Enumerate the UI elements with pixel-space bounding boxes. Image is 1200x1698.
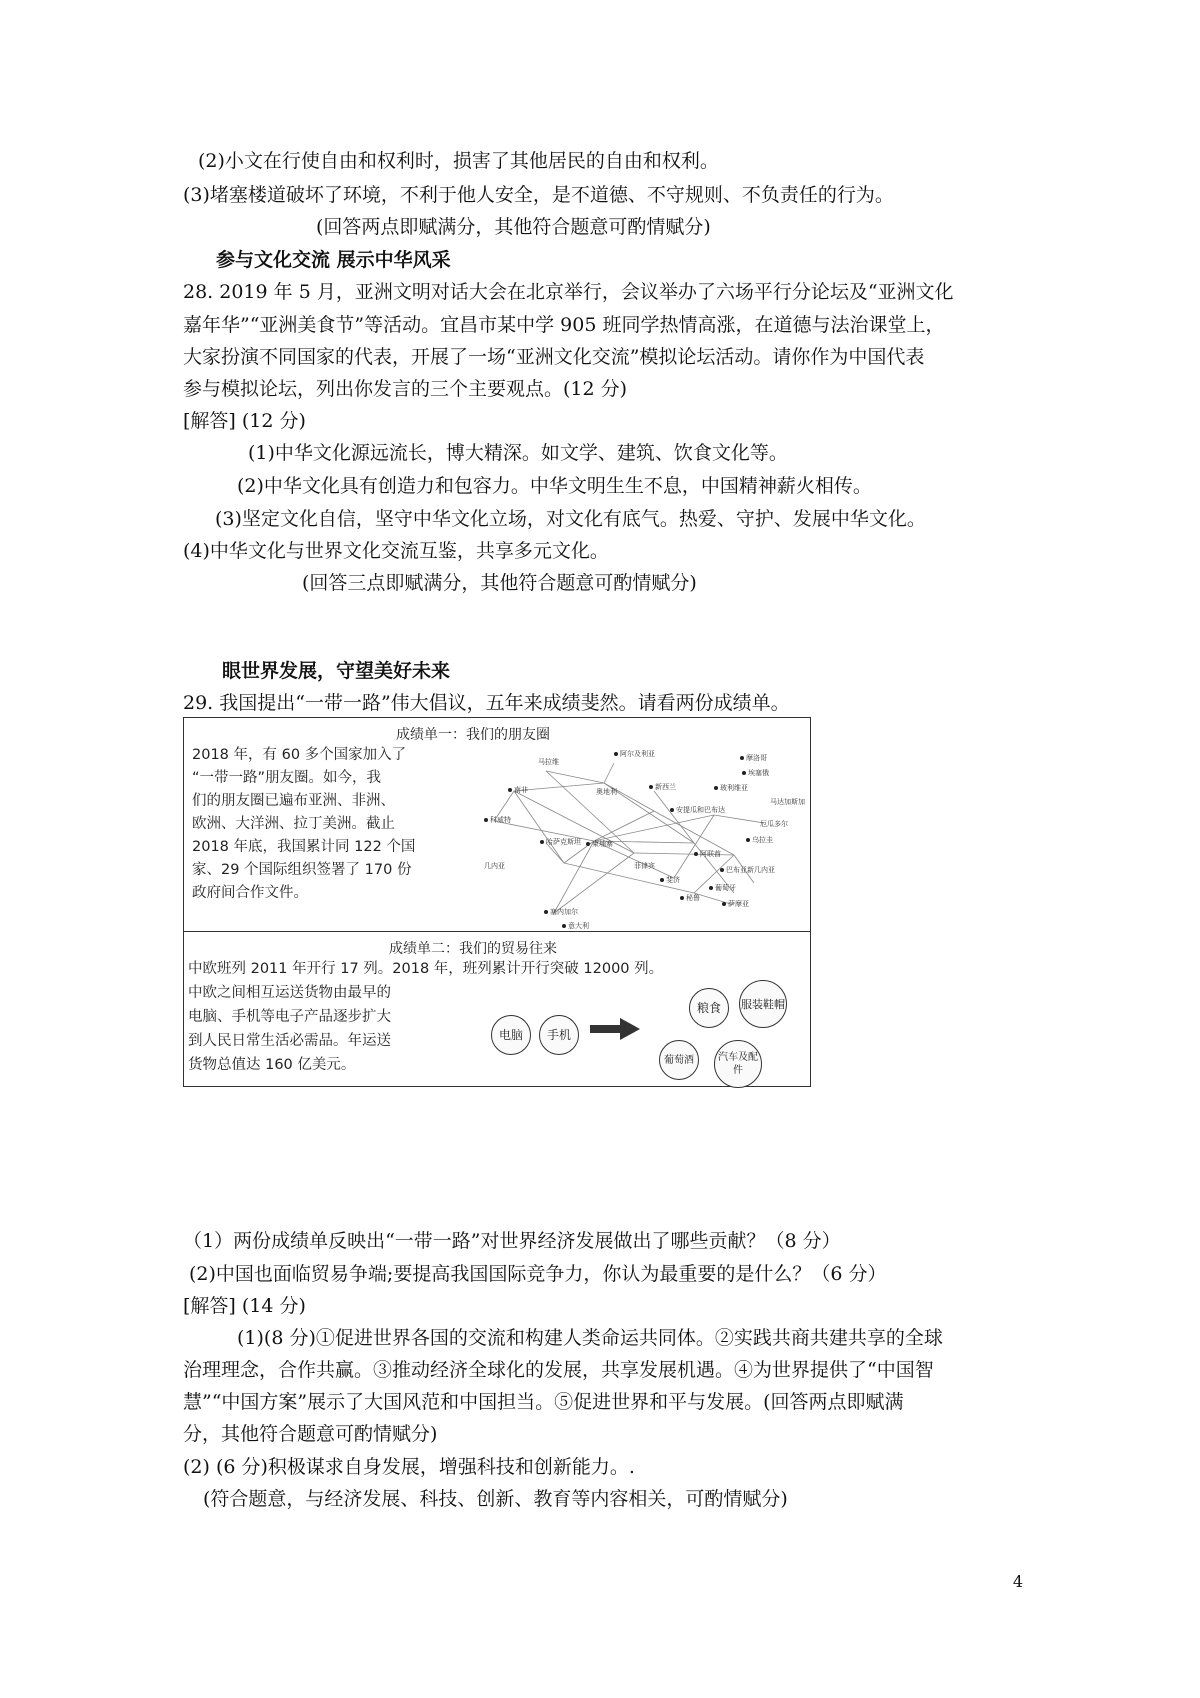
section-heading-world: 眼世界发展，守望美好未来 <box>222 660 451 682</box>
trade-text-headline: 中欧班列 2011 年开行 17 列。2018 年，班列累计开行突破 12000 列。 <box>188 961 664 977</box>
friends-text-line: 2018 年底，我国累计同 122 个国 <box>192 839 416 855</box>
friends-text-line: 欧洲、大洋洲、拉丁美洲。截止 <box>192 816 395 832</box>
friends-text-line: 们的朋友圈已遍布亚洲、非洲、 <box>192 793 395 809</box>
map-node: 玻利维亚 <box>714 783 748 793</box>
map-node: 几内亚 <box>484 862 505 870</box>
trade-text-line: 电脑、手机等电子产品逐步扩大 <box>188 1009 391 1025</box>
figure-title-friends: 成绩单一：我们的朋友圈 <box>396 727 550 743</box>
map-node: 秘鲁 <box>680 893 700 903</box>
answer-29-line-1: (1)(8 分)①促进世界各国的交流和构建人类命运共同体。②实践共商共建共享的全球 <box>237 1327 943 1349</box>
answer-28-3: (3)坚定文化自信，坚守中华文化立场，对文化有底气。热爱、守护、发展中华文化。 <box>215 508 926 530</box>
goods-circle-clothing: 服装鞋帽 <box>739 980 787 1028</box>
question-28-line-3: 大家扮演不同国家的代表，开展了一场“亚洲文化交流”模拟论坛活动。请你作为中国代表 <box>183 346 925 368</box>
trade-text-line: 到人民日常生活必需品。年运送 <box>188 1033 391 1049</box>
answer-heading-29: [解答] (14 分) <box>183 1295 306 1317</box>
goods-circle-phone: 手机 <box>539 1015 579 1055</box>
answer-29-line-2: 治理理念，合作共赢。③推动经济全球化的发展，共享发展机遇。④为世界提供了“中国智 <box>183 1359 934 1381</box>
map-node: 安提瓜和巴布达 <box>670 805 725 815</box>
map-node: 阿尔及利亚 <box>614 749 655 759</box>
question-28-line-4: 参与模拟论坛，列出你发言的三个主要观点。(12 分) <box>183 378 628 400</box>
answer-28-2: (2)中华文化具有创造力和包容力。中华文明生生不息，中国精神薪火相传。 <box>237 475 872 497</box>
map-node: 葡萄牙 <box>709 883 736 893</box>
question-28-line-2: 嘉年华”“亚洲美食节”等活动。宜昌市某中学 905 班同学热情高涨，在道德与法治课堂上， <box>183 314 945 336</box>
friends-text-line: “一带一路”朋友圈。如今，我 <box>192 770 382 786</box>
friends-text-line: 政府间合作文件。 <box>192 885 308 901</box>
answer-29-line-5: (2) (6 分)积极谋求自身发展，增强科技和创新能力。. <box>183 1456 635 1478</box>
friends-text-line: 2018 年，有 60 多个国家加入了 <box>192 747 407 763</box>
answer-28-1: (1)中华文化源远流长，博大精深。如文学、建筑、饮食文化等。 <box>248 442 788 464</box>
answer-29-line-4: 分，其他符合题意可酌情赋分) <box>183 1423 438 1445</box>
goods-circle-grain: 粮食 <box>689 988 729 1028</box>
map-node: 南非 <box>508 785 528 795</box>
map-node: 奥地利 <box>596 788 617 796</box>
answer-line-27-3: (3)堵塞楼道破坏了环境，不利于他人安全，是不道德、不守规则、不负责任的行为。 <box>183 184 894 206</box>
goods-circle-computer: 电脑 <box>491 1015 531 1055</box>
page-number: 4 <box>1012 1572 1023 1591</box>
scoring-note-29: (符合题意，与经济发展、科技、创新、教育等内容相关，可酌情赋分) <box>203 1488 788 1510</box>
map-node: 马拉维 <box>538 758 559 766</box>
answer-line-27-2: (2)小文在行使自由和权利时，损害了其他居民的自由和权利。 <box>198 150 719 172</box>
question-29-part-2: (2)中国也面临贸易争端;要提高我国国际竞争力，你认为最重要的是什么？（6 分） <box>189 1263 887 1285</box>
figure-title-trade: 成绩单二：我们的贸易往来 <box>389 941 557 957</box>
answer-heading-28: [解答] (12 分) <box>183 410 306 432</box>
friendship-network-map <box>484 743 805 930</box>
map-node: 意大利 <box>562 921 589 931</box>
trade-text-line: 中欧之间相互运送货物由最早的 <box>188 985 391 1001</box>
achievement-figure <box>183 717 811 1087</box>
map-node: 巴布亚新几内亚 <box>720 865 775 875</box>
map-node: 乌拉圭 <box>746 835 773 845</box>
arrow-right-icon <box>590 1018 640 1040</box>
friends-text-line: 家、29 个国际组织签署了 170 份 <box>192 862 412 878</box>
section-heading-culture: 参与文化交流 展示中华风采 <box>216 249 451 271</box>
figure-divider <box>184 931 810 932</box>
map-node: 厄瓜多尔 <box>760 820 788 828</box>
scoring-note-27: (回答两点即赋满分，其他符合题意可酌情赋分) <box>316 216 711 238</box>
map-node: 阿联酋 <box>694 849 721 859</box>
question-28-line-1: 28. 2019 年 5 月，亚洲文明对话大会在北京举行，会议举办了六场平行分论坛及“亚洲文化 <box>183 281 954 303</box>
trade-text-line: 货物总值达 160 亿美元。 <box>188 1057 356 1073</box>
map-node: 埃塞俄 <box>742 768 769 778</box>
map-node: 科威特 <box>484 815 511 825</box>
map-node: 摩洛哥 <box>740 753 767 763</box>
map-node: 马达加斯加 <box>770 798 805 806</box>
map-node: 新西兰 <box>649 782 676 792</box>
goods-circle-cars: 汽车及配件 <box>714 1040 762 1088</box>
goods-circle-wine: 葡萄酒 <box>659 1040 699 1080</box>
map-node: 哈萨克斯坦 <box>540 837 581 847</box>
answer-28-4: (4)中华文化与世界文化交流互鉴，共享多元文化。 <box>183 540 609 562</box>
map-node: 柬埔寨 <box>586 839 613 849</box>
map-node: 萨摩亚 <box>722 899 749 909</box>
question-29-part-1: （1）两份成绩单反映出“一带一路”对世界经济发展做出了哪些贡献？（8 分） <box>183 1230 841 1252</box>
scoring-note-28: (回答三点即赋满分，其他符合题意可酌情赋分) <box>302 572 697 594</box>
question-29-intro: 29. 我国提出“一带一路”伟大倡议，五年来成绩斐然。请看两份成绩单。 <box>183 692 790 714</box>
map-node: 菲律宾 <box>634 862 655 870</box>
map-node: 塞内加尔 <box>544 907 578 917</box>
answer-29-line-3: 慧”“中国方案”展示了大国风范和中国担当。⑤促进世界和平与发展。(回答两点即赋满 <box>183 1391 904 1413</box>
map-node: 斐济 <box>660 875 680 885</box>
